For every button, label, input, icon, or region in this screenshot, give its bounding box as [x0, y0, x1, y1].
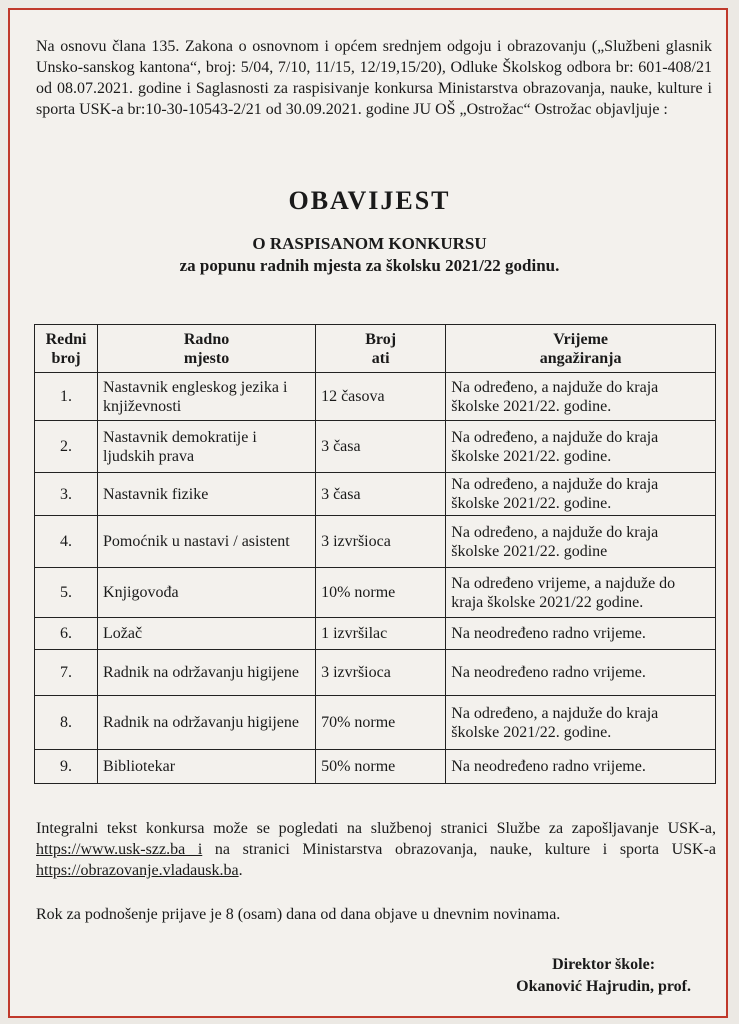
row-position: Radnik na održavanju higijene	[98, 696, 316, 750]
row-amount: 3 izvršioca	[316, 650, 446, 696]
header-position: Radno mjesto	[98, 325, 316, 373]
row-amount: 3 časa	[316, 421, 446, 473]
signature-block	[516, 954, 691, 998]
row-amount: 70% norme	[316, 696, 446, 750]
row-amount: 3 časa	[316, 473, 446, 516]
table-row	[35, 750, 716, 784]
row-position: Nastavnik demokratije i ljudskih prava	[98, 421, 316, 473]
row-amount: 50% norme	[316, 750, 446, 784]
info-paragraph	[36, 818, 716, 881]
table-header-row	[35, 325, 716, 373]
row-position: Nastavnik fizike	[98, 473, 316, 516]
row-amount: 3 izvršioca	[316, 516, 446, 568]
row-duration: Na neodređeno radno vrijeme.	[446, 750, 716, 784]
notice-subtitle-line2: za popunu radnih mjesta za školsku 2021/22 godinu.	[179, 256, 560, 275]
signature-role: Direktor škole:	[552, 956, 656, 973]
deadline-text: Rok za podnošenje prijave je 8 (osam) dana od dana objave u dnevnim novinama.	[36, 906, 561, 923]
notice-title: OBAVIJEST	[288, 186, 451, 215]
table-row	[35, 421, 716, 473]
info-text: na stranici Ministarstva obrazovanja, nauke, kulture i sporta USK-a	[202, 841, 717, 858]
usk-szz-link[interactable]: https://www.usk-szz.ba i	[36, 841, 203, 858]
row-duration: Na određeno, a najduže do kraja školske 2021/22. godine	[446, 516, 716, 568]
row-number: 1.	[35, 373, 98, 421]
row-amount: 12 časova	[316, 373, 446, 421]
row-amount: 1 izvršilac	[316, 618, 446, 650]
row-duration: Na neodređeno radno vrijeme.	[446, 618, 716, 650]
table-row	[35, 568, 716, 618]
header-number: Redni broj	[35, 325, 98, 373]
row-position: Radnik na održavanju higijene	[98, 650, 316, 696]
row-duration: Na određeno, a najduže do kraja školske 2021/22. godine.	[446, 421, 716, 473]
row-position: Knjigovođa	[98, 568, 316, 618]
table-row	[35, 618, 716, 650]
row-duration: Na određeno, a najduže do kraja školske 2021/22. godine.	[446, 473, 716, 516]
row-position: Ložač	[98, 618, 316, 650]
row-number: 7.	[35, 650, 98, 696]
row-duration: Na određeno, a najduže do kraja školske 2021/22. godine.	[446, 696, 716, 750]
row-number: 3.	[35, 473, 98, 516]
row-position: Nastavnik engleskog jezika i književnosti	[98, 373, 316, 421]
positions-table	[34, 324, 716, 784]
row-number: 5.	[35, 568, 98, 618]
row-amount: 10% norme	[316, 568, 446, 618]
table-row	[35, 696, 716, 750]
table-row	[35, 650, 716, 696]
row-number: 2.	[35, 421, 98, 473]
table-row	[35, 473, 716, 516]
table-row	[35, 516, 716, 568]
ministry-link[interactable]: https://obrazovanje.vladausk.ba	[36, 862, 239, 879]
notice-subtitle: O RASPISANOM KONKURSU	[252, 234, 487, 253]
row-duration: Na neodređeno radno vrijeme.	[446, 650, 716, 696]
row-number: 9.	[35, 750, 98, 784]
row-duration: Na određeno vrijeme, a najduže do kraja školske 2021/22 godine.	[446, 568, 716, 618]
row-number: 4.	[35, 516, 98, 568]
header-amount: Broj ati	[316, 325, 446, 373]
header-duration: Vrijeme angažiranja	[446, 325, 716, 373]
info-text: Integralni tekst konkursa može se pogledati na službenoj stranici Službe za zapošljavanje USK-a,	[36, 820, 716, 837]
row-number: 8.	[35, 696, 98, 750]
row-duration: Na određeno, a najduže do kraja školske 2021/22. godine.	[446, 373, 716, 421]
row-position: Bibliotekar	[98, 750, 316, 784]
info-text: .	[238, 862, 243, 879]
row-number: 6.	[35, 618, 98, 650]
row-position: Pomoćnik u nastavi / asistent	[98, 516, 316, 568]
signature-name: Okanović Hajrudin, prof.	[516, 978, 691, 995]
table-row	[35, 373, 716, 421]
intro-paragraph: Na osnovu člana 135. Zakona o osnovnom i općem srednjem odgoju i obrazovanju („Službeni glasnik Unsko-sanskog kantona“, broj: 5/04, 7/10, 11/15, 12/19,15/20), Odluke Školskog odbora br: 601-408/21 od 08.07.2021. godine i Saglasnosti za raspisivanje konkursa Ministarstva obrazovanja, nauke, kulture i sporta USK-a br:10-30-10543-2/21 od 30.09.2021. godine JU OŠ „Ostrožac“ Ostrožac objavljuje :	[36, 38, 712, 118]
